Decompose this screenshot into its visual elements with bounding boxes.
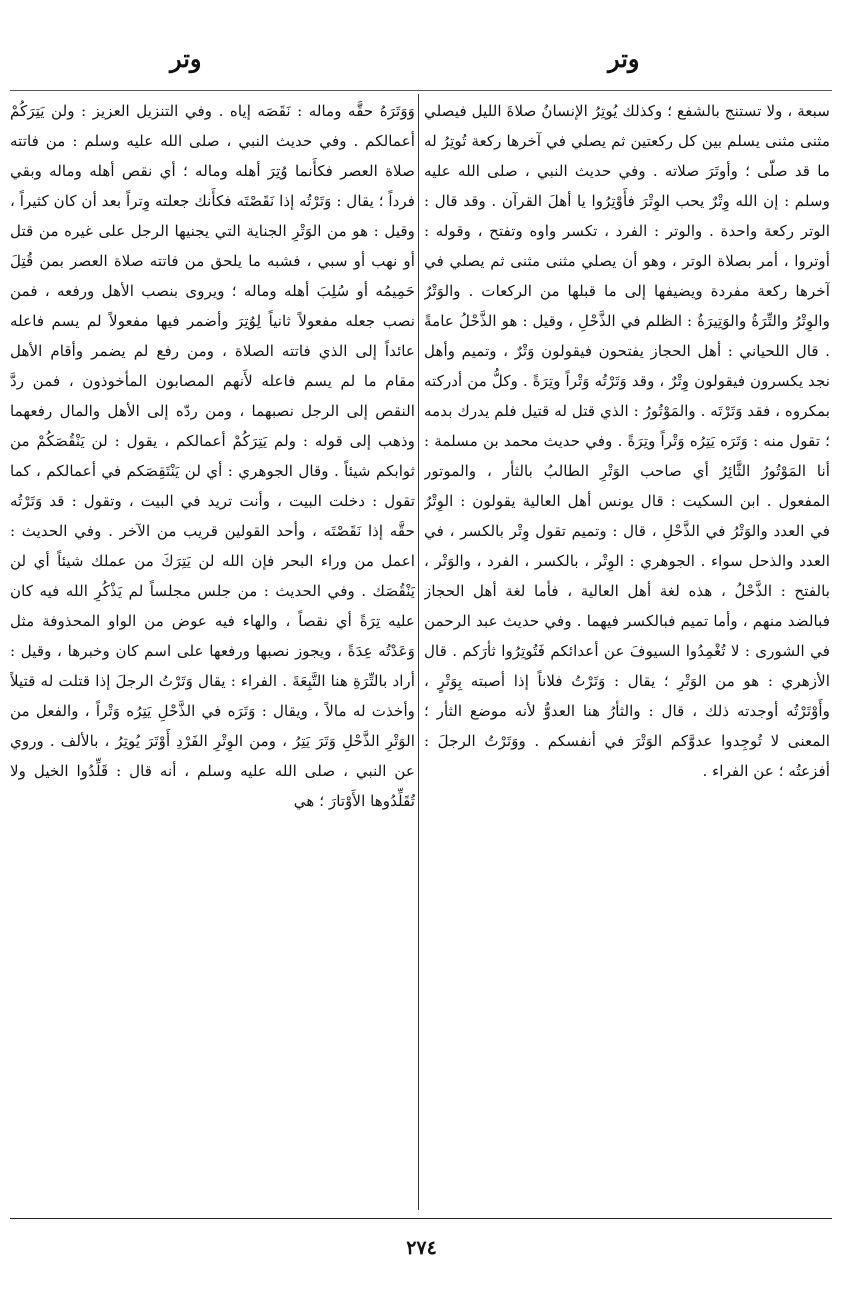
header-rule: [10, 90, 832, 91]
right-column: [424, 96, 830, 1216]
header-word-right: وتر: [608, 44, 640, 73]
left-column: [10, 96, 415, 1216]
footer-rule: [10, 1218, 832, 1219]
header-word-left: وتر: [170, 44, 202, 73]
right-column-text: سبعة ، ولا تستنج بالشفع ؛ وكذلك يُوتِرُ الإنسانُ صلاةَ الليل فيصلي مثنى مثنى يسلم بين كل ركعتين ثم يصلي في آخرها ركعة تُوتِرُ له ما قد صلّى ؛ وأوتَرَ صلاته . وفي حديث النبي ، صلى الله عليه وسلم : إن الله وِتْرٌ يحب الوِتْرَ فأَوْتِرُوا يا أهلَ القرآن . وقد قال : الوتر ركعة واحدة . والوتر : الفرد ، تكسر واوه وتفتح ، وقوله : أوتروا ، أمر بصلاة الوتر ، وهو أن يصلي مثنى مثنى ثم يصلي في آخرها ركعة مفردة ويضيفها إلى ما قبلها من الركعات . والوَتْرُ والوِتْرُ والتِّرَةُ والوَتِيرَةُ : الظلم في الذَّحْلِ ، وقيل : هو الذَّحْلُ عامةً . قال اللحياني : أهل الحجاز يفتحون فيقولون وَتْرٌ ، وتميم وأهل نجد يكسرون فيقولون وِتْرٌ ، وقد وَتَرْتُه وَتْراً وتِرَةً . وكلُّ من أدركته بمكروه ، فقد وَتَرْتَه . والمَوْتُورُ : الذي قتل له قتيل فلم يدرك بدمه ؛ تقول منه : وَتَرَه يَتِرُه وَتْراً وتِرَةً . وفي حديث محمد بن مسلمة : أنا المَوْتُورُ الثَّائِرُ أي صاحب الوَتْرِ الطالبُ بالثأر ، والموتور المفعول . ابن السكيت : قال يونس أهل العالية يقولون : الوِتْرُ في العدد والوَتْرُ في الذَّحْلِ ، قال : وتميم تقول وِتْر بالكسر ، في العدد والذحل سواء . الجوهري : الوِتْر ، بالكسر ، الفرد ، والوَتْر ، بالفتح : الذَّحْلُ ، هذه لغة أهل العالية ، فأما لغة أهل الحجاز فبالضد منهم ، وأما تميم فبالكسر فيهما . وفي حديث عبد الرحمن في الشورى : لا تُغْمِدُوا السيوفَ عن أعدائكم فَتُوتِرُوا ثأرَكم . قال الأزهري : هو من الوَتْرِ ؛ يقال : وَتَرْتُ فلاناً إذا أصبته بِوَتْرٍ ، وأَوْتَرْتُه أوجدته ذلك ، قال : والثأرُ هنا العدوُّ لأنه موضع الثأر ؛ المعنى لا تُوجِدوا عدوَّكم الوَتْرَ في أنفسكم . ووَتَرْتُ الرجلَ : أفزعتُه ؛ عن الفراء .: [424, 102, 830, 780]
column-divider: [418, 94, 419, 1210]
page-number: ٢٧٤: [406, 1237, 437, 1259]
left-column-text: وَوَتَرَهُ حقَّه وماله : نَقَصَه إياه . وفي التنزيل العزيز : ولن يَتِرَكُمْ أعمالكم . وفي حديث النبي ، صلى الله عليه وسلم : من فاتته صلاة العصر فكأَنما وُتِرَ أهله وماله ؛ أي نقص أهله وماله وبقي فرداً ؛ يقال : وَتَرْتُه إذا نَقَصْتَه فكأَنك جعلته وِتراً بعد أن كان كثيراً ، وقيل : هو من الوَتْرِ الجناية التي يجنيها الرجل على غيره من قتل أو نهب أو سبي ، فشبه ما يلحق من فاتته صلاة العصر بمن قُتِلَ حَمِيمُه أو سُلِبَ أهله وماله ؛ ويروى بنصب الأهل ورفعه ، فمن نصب جعله مفعولاً ثانياً لِوُتِرَ وأضمر فيها مفعولاً لم يسم فاعله عائداً إلى الذي فاتته الصلاة ، ومن رفع لم يضمر وأقام الأهل مقام ما لم يسم فاعله لأَنهم المصابون المأخوذون ، فمن ردَّ النقص إلى الرجل نصبهما ، ومن ردّه إلى الأهل والمال رفعهما وذهب إلى قوله : ولم يَتِرَكُمْ أعمالكم ، يقول : لن يَنْقُصَكُمْ من ثوابكم شيئاً . وقال الجوهري : أي لن يَنْتَقِصَكم في أعمالكم ، كما تقول : دخلت البيت ، وأنت تريد في البيت ، وتقول : قد وَتَرْتُه حقَّه إذا نَقَصْتَه ، وأحد القولين قريب من الآخر . وفي الحديث : اعمل من وراء البحر فإن الله لن يَتِرَكَ من عملك شيئاً أي لن يَنْقُصَك . وفي الحديث : من جلس مجلساً لم يَذْكُرِ الله فيه كان عليه تِرَةً أي نقصاً ، والهاء فيه عوض من الواو المحذوفة مثل وَعَدْتُه عِدَةً ، ويجوز نصبها ورفعها على اسم كان وخبرها ، وقيل : أراد بالتِّرَةِ هنا التَّبِعَةَ . الفراء : يقال وَتَرْتُ الرجلَ إذا قتلت له قتيلاً وأخذت له مالاً ، ويقال : وَتَرَه في الذَّحْلِ يَتِرُه وَتْراً ، والفعل من الوَتْرِ الذَّحْلِ وَتَرَ يَتِرُ ، ومن الوِتْرِ الفَرْدِ أَوْتَرَ يُوتِرُ ، بالألف . وروي عن النبي ، صلى الله عليه وسلم ، أنه قال : قَلِّدُوا الخيل ولا تُقَلِّدُوها الأَوْتارَ ؛ هي: [10, 102, 415, 810]
